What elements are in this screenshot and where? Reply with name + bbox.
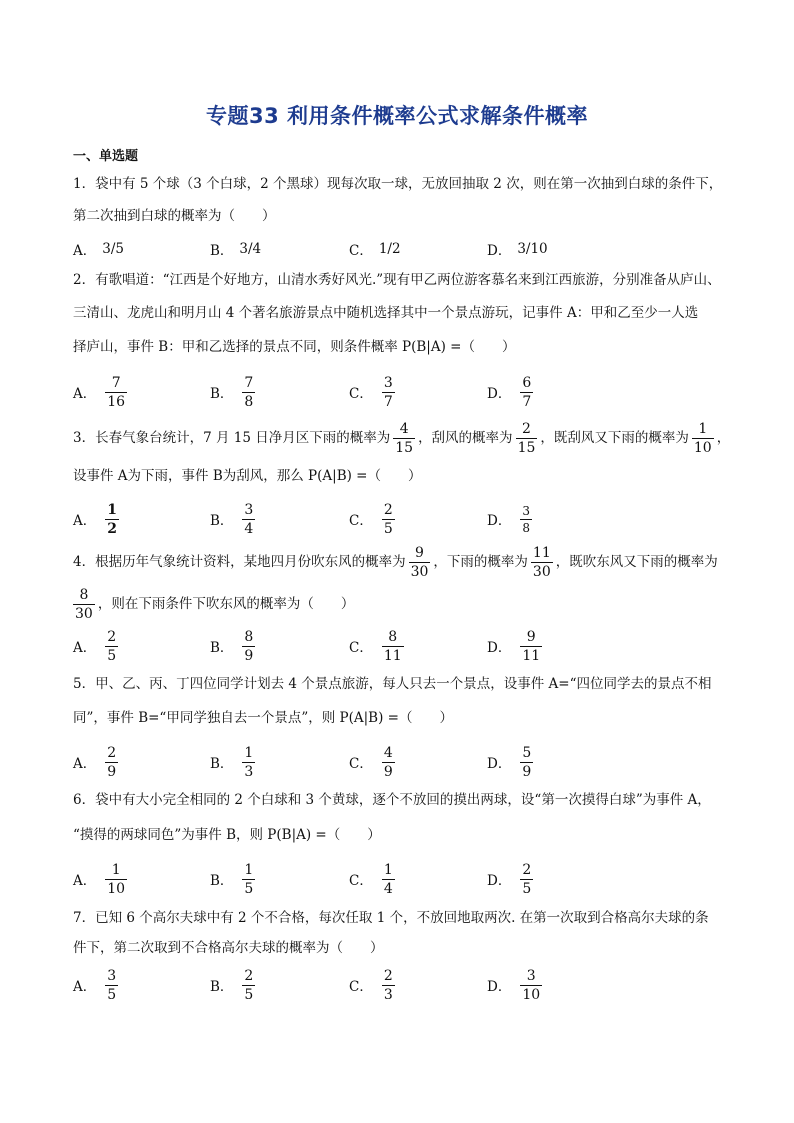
q4-line-1: 4．根据历年气象统计资料，某地四月份吹东风的概率为 $\frac{9}{30}$ ，下雨的概率为 $\frac{11}{30}$ ，既吹东风又下雨的概率为 — [73, 544, 718, 580]
q2-line-3: 择庐山，事件 B：甲和乙选择的景点不同，则条件概率 P(B|A) =（ ） — [73, 339, 516, 355]
q7-option-b[interactable]: B． $\frac{2}{5}$ — [210, 967, 254, 1003]
q4-option-d[interactable]: D． $\frac{9}{11}$ — [487, 628, 541, 664]
q6-option-d[interactable]: D． $\frac{2}{5}$ — [487, 861, 532, 897]
q6-option-c[interactable]: C． $\frac{1}{4}$ — [349, 861, 393, 897]
q7-option-d[interactable]: D． $\frac{3}{10}$ — [487, 967, 541, 1003]
q5-option-d[interactable]: D． $\frac{5}{9}$ — [487, 744, 532, 780]
q3-option-a[interactable]: A． $\frac{1}{2}$ — [73, 501, 117, 537]
q1-option-d[interactable]: D． 3/10 — [487, 241, 548, 259]
q1-option-c[interactable]: C． 1/2 — [349, 241, 401, 259]
q5-line-1: 5．甲、乙、丙、丁四位同学计划去 4 个景点旅游，每人只去一个景点，设事件 A=“四位同学去的景点不相 — [73, 676, 712, 692]
q2-line-2: 三清山、龙虎山和明月山 4 个著名旅游景点中随机选择其中一个景点游玩，记事件 A：甲和乙至少一人选 — [73, 305, 699, 321]
q1-line-1: 1．袋中有 5 个球（3 个白球，2 个黑球）现每次取一球，无放回抽取 2 次，则在第一次抽到白球的条件下， — [73, 176, 723, 192]
q4-option-c[interactable]: C． $\frac{8}{11}$ — [349, 628, 402, 664]
q5-line-2: 同”，事件 B=“甲同学独自去一个景点”，则 P(A|B) =（ ） — [73, 710, 453, 726]
q6-line-1: 6．袋中有大小完全相同的 2 个白球和 3 个黄球，逐个不放回的摸出两球，设“第一次摸得白球”为事件 A， — [73, 792, 711, 808]
page-title: 专题33 利用条件概率公式求解条件概率 — [205, 104, 589, 128]
q4-line-2: $\frac{8}{30}$ ，则在下雨条件下吹东风的概率为（ ） — [75, 586, 355, 622]
q5-option-b[interactable]: B． $\frac{1}{3}$ — [210, 744, 254, 780]
q7-option-c[interactable]: C． $\frac{2}{3}$ — [349, 967, 393, 1003]
q7-option-a[interactable]: A． $\frac{3}{5}$ — [73, 967, 117, 1003]
q6-option-b[interactable]: B． $\frac{1}{5}$ — [210, 861, 254, 897]
q2-option-b[interactable]: B． $\frac{7}{8}$ — [210, 374, 254, 410]
q1-line-2: 第二次抽到白球的概率为（ ） — [73, 208, 276, 224]
q2-option-d[interactable]: D． $\frac{6}{7}$ — [487, 374, 532, 410]
q5-options — [73, 742, 673, 782]
q6-option-a[interactable]: A． $\frac{1}{10}$ — [73, 861, 126, 897]
q3-option-b[interactable]: B． $\frac{3}{4}$ — [210, 501, 254, 537]
q3-options — [73, 499, 673, 539]
q2-option-c[interactable]: C． $\frac{3}{7}$ — [349, 374, 393, 410]
q3-option-d[interactable]: D． $\frac{3}{8}$ — [487, 503, 530, 535]
q4-options — [73, 626, 673, 666]
q7-line-2: 件下，第二次取到不合格高尔夫球的概率为（ ） — [73, 940, 384, 956]
q2-options — [73, 372, 673, 412]
q7-line-1: 7．已知 6 个高尔夫球中有 2 个不合格，每次任取 1 个，不放回地取两次. 在第一次取到合格高尔夫球的条 — [73, 910, 709, 926]
q3-line-1: 3．长春气象台统计，7 月 15 日净月区下雨的概率为 $\frac{4}{15}$ ，刮风的概率为 $\frac{2}{15}$ ，既刮风又下雨的概率为 $\frac{1}{10}$ ， — [73, 420, 731, 456]
q6-options — [73, 859, 673, 899]
q6-line-2: “摸得的两球同色”为事件 B，则 P(B|A) =（ ） — [73, 827, 381, 843]
q2-option-a[interactable]: A． $\frac{7}{16}$ — [73, 374, 126, 410]
q3-line-2: 设事件 A为下雨，事件 B为刮风，那么 P(A|B) =（ ） — [73, 468, 422, 484]
q7-options — [73, 965, 673, 1005]
q5-option-c[interactable]: C． $\frac{4}{9}$ — [349, 744, 393, 780]
q4-option-b[interactable]: B． $\frac{8}{9}$ — [210, 628, 254, 664]
q5-option-a[interactable]: A． $\frac{2}{9}$ — [73, 744, 117, 780]
q4-option-a[interactable]: A． $\frac{2}{5}$ — [73, 628, 117, 664]
q1-option-b[interactable]: B． 3/4 — [210, 241, 262, 259]
q1-option-a[interactable]: A． 3/5 — [73, 241, 124, 259]
q3-option-c[interactable]: C． $\frac{2}{5}$ — [349, 501, 393, 537]
section-heading: 一、单选题 — [73, 149, 139, 164]
q2-line-1: 2．有歌唱道：“江西是个好地方，山清水秀好风光.”现有甲乙两位游客慕名来到江西旅游，分别准备从庐山、 — [73, 272, 721, 288]
